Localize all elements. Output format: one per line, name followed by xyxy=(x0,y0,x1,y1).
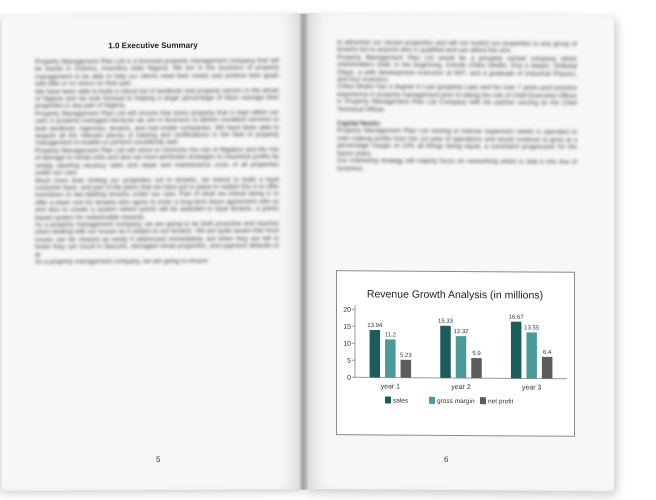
bar-net-profit xyxy=(542,357,553,379)
page-number: 5 xyxy=(156,454,161,464)
paragraph: As a property management company, we are going to be both proactive and reactive when dealing with our issues as it relates to our tenants. We are quite aware that most issues can be cleared up easily if addressed immediately, but when they are left to fester they can result in lawsuits, damaged rental properties, and payment defaults et al. xyxy=(35,220,279,259)
paragraph: Property Management Plan Ltd will ensure that every property that is kept within our care is properly managed because we are in business to deliver excellent services to both landlords, Agencies, tenants, and real estate companies. We have been able to acquire all the relevant pieces of training and certifications in the field of property management to enable us perform excellently well. xyxy=(35,109,279,148)
legend-label: net profit xyxy=(488,398,514,406)
legend-swatch xyxy=(429,397,435,404)
y-tick-label: 15 xyxy=(343,323,351,331)
paragraph: Our marketing strategy will majorly focus on networking which is vital in this line of business. xyxy=(337,157,577,172)
y-tick-label: 10 xyxy=(343,340,351,348)
data-label: 15.33 xyxy=(437,318,454,325)
subheading: Capital Needs: xyxy=(337,120,382,128)
legend-label: sales xyxy=(393,397,409,405)
data-label: 13.55 xyxy=(524,325,540,332)
x-tick-label: year 2 xyxy=(451,383,471,392)
data-label: 16.67 xyxy=(508,314,524,321)
right-page-body xyxy=(337,39,577,174)
paragraph: We have been able to build a robust list of landlords and property owners in the whole of Nigeria and we look forward to helping a larger percentage of them manage their properties in any part of Nigeria. xyxy=(35,86,279,111)
section-heading: 1.0 Executive Summary xyxy=(108,40,198,51)
y-tick-label: 20 xyxy=(343,306,351,314)
paragraph: Property Management Plan Ltd is a licensed property management company that will be based in Onitsha, Anambra state Nigeria. We are in the business of property management to be able to help our clients meet their needs and achieve their goals with little or no stress on their part. xyxy=(35,57,279,88)
paragraph: to advertise our vacant properties and will not restrict our properties to any group of tenants but to anyone who is qualified and can afford the rent. xyxy=(337,39,577,55)
page-number: 6 xyxy=(444,454,449,464)
legend-swatch xyxy=(480,397,486,404)
bar-sales xyxy=(370,330,381,377)
data-label: 13.94 xyxy=(367,322,383,330)
paragraph: Chika Okafor has a degree in Law (property Law) and his over 7 years post practice experience in property management prior to taking the role of Chief Executive Officer in Property Management Plan Ltd Company with his partner serving as the Chief Technical Officer. xyxy=(337,83,577,114)
y-tick-label: 5 xyxy=(347,357,351,365)
data-label: 12.32 xyxy=(453,329,469,336)
y-tick-label: 0 xyxy=(347,374,351,382)
x-tick-label: year 1 xyxy=(380,383,401,391)
paragraph: Property Management Plan Ltd will strive to minimize the risk of litigation and the risk of damage to rental units and also we have perfected strategies to maximize profits by simply slashing vacancy rates and repair and maintenance costs of all properties under our care. xyxy=(35,146,279,177)
bar-sales xyxy=(511,322,522,379)
left-page xyxy=(2,13,304,491)
legend-swatch xyxy=(385,396,391,403)
chart-svg xyxy=(337,271,574,436)
x-tick-label: year 3 xyxy=(521,384,542,392)
bar-sales xyxy=(440,326,451,378)
bar-gross-margin xyxy=(385,339,396,377)
paragraph: As a property management company, we are going to ensure xyxy=(35,257,208,266)
paragraph: Property Management Plan Ltd would be a privately owned company which shareholders shall, in the beginning, include Chika Okafor, Esq a lawyer, Olabanji Olayo, a web development instructor at NIIT, and a graduate of Industrial Physics, and four investors. xyxy=(337,53,577,84)
book-spine xyxy=(300,14,308,490)
revenue-chart xyxy=(336,270,575,437)
chart-title: Revenue Growth Analysis (in millions) xyxy=(366,288,544,302)
data-label: 5.23 xyxy=(399,352,412,359)
bar-net-profit xyxy=(401,360,412,378)
legend-label: gross margin xyxy=(437,397,475,406)
bar-gross-margin xyxy=(526,332,537,378)
data-label: 11.2 xyxy=(384,332,396,339)
data-label: 5.9 xyxy=(472,351,481,358)
right-page xyxy=(304,13,614,491)
paragraph: Property Management Plan Ltd owning to intense expansion needs is operated to start making profits from the 1st year of operations and would continue to grow at a percentage margin of 10% all things being equal, a consistent progression for the future years. xyxy=(337,127,577,158)
bar-gross-margin xyxy=(456,336,467,378)
data-label: 6.4 xyxy=(542,349,552,356)
paragraph: Much more than renting our properties out to tenants, we intend to build a loyal customer base, and part of the plans that we have put in place to realize this is to offer incentives to law-abiding tenants under our care. Part of what we intend doing is to offer a lower rent for tenants who agree to enter a long term lease agreement with us and also to create a system where points will be awarded to loyal tenants, a points based system for redeemable rewards. xyxy=(35,175,279,222)
bar-net-profit xyxy=(471,358,482,378)
left-page-body xyxy=(35,57,279,266)
